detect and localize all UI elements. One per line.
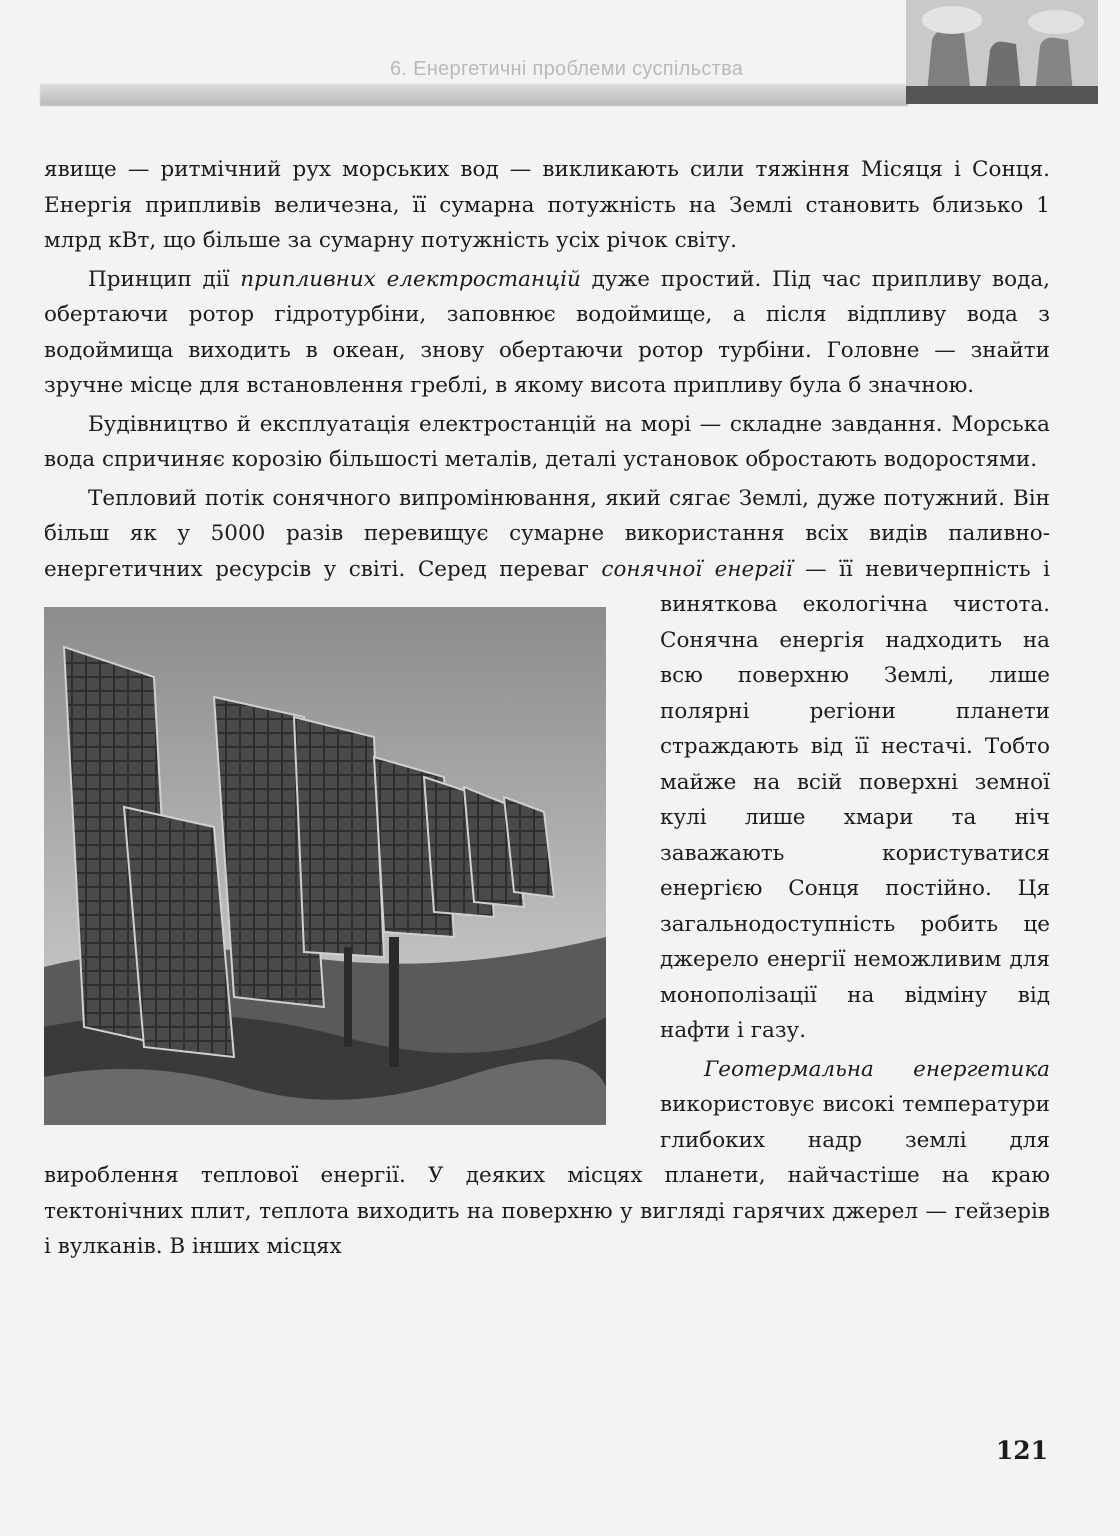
term-solar-energy: сонячної енергії [601, 556, 793, 582]
p2-start: Принцип дії [88, 266, 241, 292]
term-geothermal: Геотермальна енергетика [704, 1056, 1050, 1082]
p4-end: — її невичерпність і виняткова екологічна чистота. Сонячна енергія надходить на всю поверхню Землі, лише полярні регіони планети страждають від її нестачі. Тобто майже на всій поверхні земної кулі лише хмари та ніч заважають користуватися енергією Сонця постійно. Ця загальнодоступність робить це джерело енергії неможливим для монополізації на відміну від нафти і газу. [660, 556, 1050, 1043]
running-header: 6. Енергетичні проблеми суспільства [390, 58, 744, 80]
paragraph-tidal-stations [44, 262, 1050, 404]
solar-panels-photo [44, 607, 606, 1125]
header-rule [40, 84, 908, 106]
paragraph-solar-energy [44, 481, 1050, 1049]
p2-end: дуже простий. Під час припливу вода, обертаючи ротор гідротурбіни, заповнює водоймище, а після відпливу вода з водоймища виходить в океан, знову обертаючи ротор турбіни. Головне — знайти зручне місце для встановлення греблі, в якому висота припливу була б значною. [44, 266, 1050, 398]
page-number: 121 [995, 1436, 1048, 1465]
term-tidal-stations: припливних електростанцій [240, 266, 581, 292]
paragraph-tides: явище — ритмічний рух морських вод — викликають сили тяжіння Місяця і Сонця. Енергія припливів величезна, її сумарна потужність на Землі становить близько 1 млрд кВт, що більше за сумарну потужність усіх річок світу. [44, 157, 1050, 253]
paragraph-sea-construction: Будівництво й експлуатація електростанцій на морі — складне завдання. Морська вода спричиняє корозію більшості металів, деталі установок обростають водоростями. [44, 411, 1050, 472]
power-plant-photo-icon [906, 0, 1098, 104]
p5-end: використовує високі температури глибоких надр землі для вироблення теплової енергії. У деяких місцях планети, найчастіше на краю тектонічних плит, теплота виходить на поверхню у вигляді гарячих джерел — гейзерів і вулканів. В інших місцях [44, 1092, 1050, 1259]
page-body [44, 152, 1050, 1268]
p4-start: Тепловий потік сонячного випромінювання, який сягає Землі, дуже потужний. Він більш як у 5000 разів перевищує сумарне використання всіх видів паливно-енергетичних ресурсів у світі. Серед переваг [44, 485, 1050, 582]
